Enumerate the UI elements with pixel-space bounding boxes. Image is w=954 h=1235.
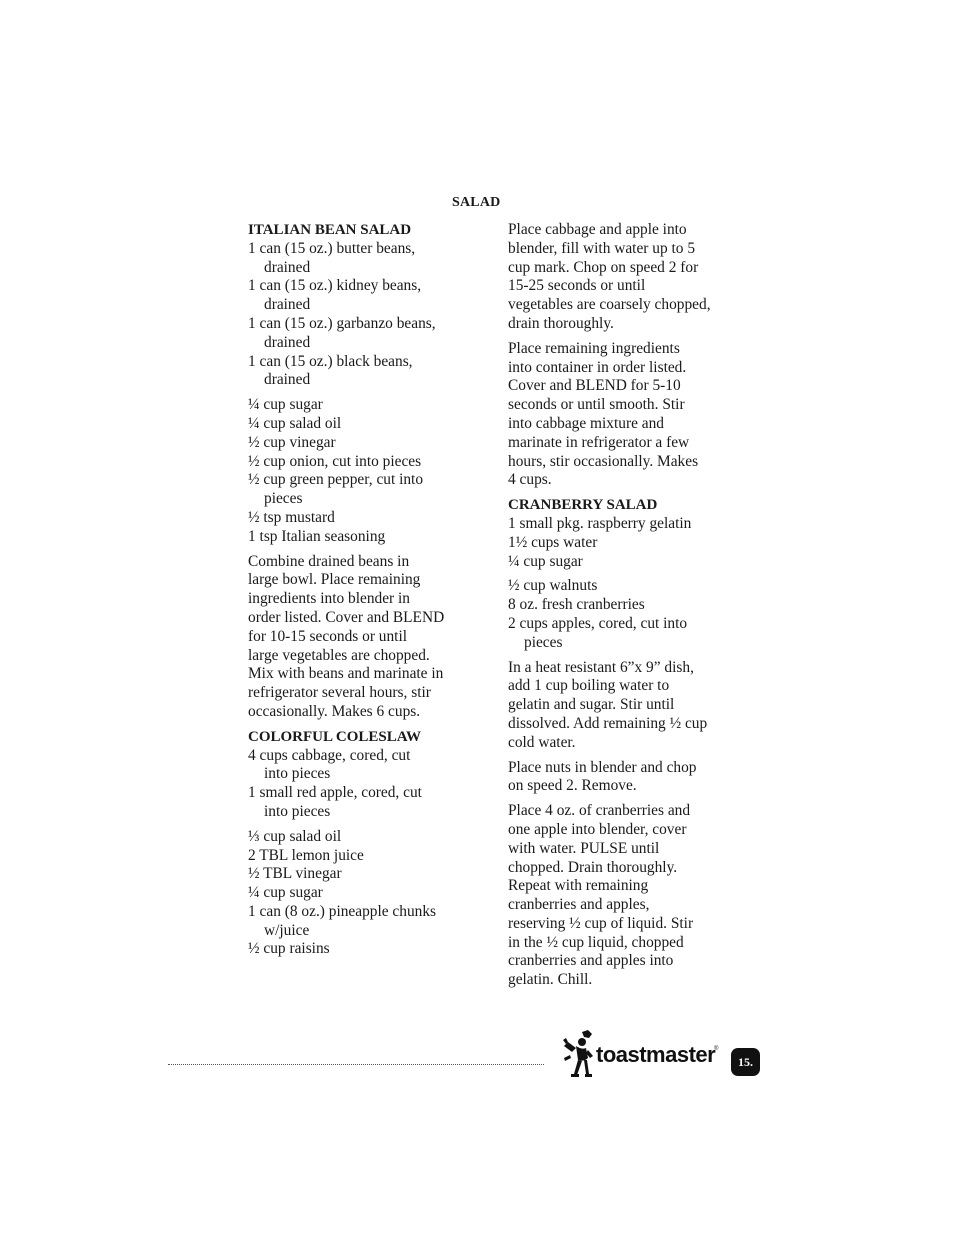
brand-wordmark: toastmaster [596,1042,716,1067]
ingredient: 1 tsp Italian seasoning [248,527,386,545]
direction-line: drain thoroughly. [508,314,614,332]
direction-line: dissolved. Add remaining ½ cup [508,714,708,732]
direction-line: gelatin and sugar. Stir until [508,696,675,714]
coleslaw-directions-2 [508,340,734,490]
direction-line: Repeat with remaining [508,877,649,895]
direction-line: with water. PULSE until [508,839,660,857]
ingredient: ½ cup walnuts [508,577,598,595]
cranberry-directions-3 [508,802,734,990]
direction-line: Combine drained beans in [248,552,410,570]
ingredient: 1 can (15 oz.) garbanzo beans, [248,314,436,332]
direction-line: ingredients into blender in [248,590,410,608]
direction-line: add 1 cup boiling water to [508,677,670,695]
direction-line: cranberries and apples, [508,896,650,914]
coleslaw-directions-1 [508,221,734,334]
direction-line: gelatin. Chill. [508,971,593,989]
direction-line: in the ½ cup liquid, chopped [508,933,684,951]
chef-figure-icon [562,1028,596,1082]
ingredient: ¼ cup sugar [508,552,583,570]
ingredient: 1 can (8 oz.) pineapple chunks [248,902,437,920]
direction-line: one apple into blender, cover [508,820,687,838]
ingredient: ¼ cup sugar [248,884,323,902]
ingredient: 1 small red apple, cored, cut [248,784,422,802]
italian-bean-salad-ingredients-b [248,396,478,546]
direction-line: Place remaining ingredients [508,339,680,357]
ingredient: ⅓ cup salad oil [248,827,342,845]
ingredient: ½ cup green pepper, cut into [248,471,424,489]
coleslaw-ingredients-b [248,828,478,960]
italian-bean-salad-directions [248,553,478,722]
cranberry-directions-1 [508,659,734,753]
direction-line: order listed. Cover and BLEND [248,608,445,626]
direction-line: chopped. Drain thoroughly. [508,858,678,876]
left-column [248,221,478,959]
right-column [508,221,734,996]
direction-line: for 10-15 seconds or until [248,627,408,645]
direction-line: cold water. [508,733,576,751]
direction-line: In a heat resistant 6”x 9” dish, [508,658,694,676]
cranberry-ingredients-b [508,577,734,652]
italian-bean-salad-title: ITALIAN BEAN SALAD [248,222,412,238]
ingredient: ¼ cup sugar [248,396,323,414]
direction-line: reserving ½ cup of liquid. Stir [508,914,694,932]
ingredient: 1 can (15 oz.) black beans, [248,352,413,370]
direction-line: occasionally. Makes 6 cups. [248,702,421,720]
ingredient: ½ cup vinegar [248,433,336,451]
ingredient-continuation: into pieces [264,802,331,820]
ingredient-continuation: w/juice [264,921,310,939]
ingredient: 8 oz. fresh cranberries [508,596,645,614]
ingredient: 4 cups cabbage, cored, cut [248,746,411,764]
brand-logo [562,1028,732,1082]
ingredient: ½ TBL vinegar [248,865,342,883]
ingredient-continuation: drained [264,371,311,389]
direction-line: Place cabbage and apple into [508,221,687,238]
direction-line: large bowl. Place remaining [248,571,421,589]
direction-line: 15-25 seconds or until [508,277,646,295]
direction-line: into container in order listed. [508,358,687,376]
ingredient: 1 can (15 oz.) kidney beans, [248,277,422,295]
footer-dotted-rule [168,1064,544,1065]
direction-line: blender, fill with water up to 5 [508,239,696,257]
colorful-coleslaw-title: COLORFUL COLESLAW [248,728,421,745]
direction-line: large vegetables are chopped. [248,646,430,664]
direction-line: refrigerator several hours, stir [248,684,431,702]
section-title: SALAD [452,195,501,210]
direction-line: 4 cups. [508,471,552,489]
cranberry-directions-2 [508,759,734,797]
cranberry-salad-title: CRANBERRY SALAD [508,497,658,514]
direction-line: Mix with beans and marinate in [248,665,444,683]
ingredient-continuation: pieces [264,490,303,508]
ingredient: 2 TBL lemon juice [248,846,364,864]
ingredient-continuation: pieces [524,633,563,651]
ingredient: ½ tsp mustard [248,508,335,526]
direction-line: Place 4 oz. of cranberries and [508,802,691,820]
registered-mark: ® [714,1046,719,1052]
direction-line: vegetables are coarsely chopped, [508,296,711,314]
direction-line: seconds or until smooth. Stir [508,396,685,414]
ingredient: ½ cup onion, cut into pieces [248,452,422,470]
direction-line: on speed 2. Remove. [508,777,637,795]
direction-line: cup mark. Chop on speed 2 for [508,258,699,276]
direction-line: cranberries and apples into [508,952,674,970]
ingredient: 1 small pkg. raspberry gelatin [508,514,692,532]
italian-bean-salad-ingredients-a [248,240,478,390]
ingredient: ¼ cup salad oil [248,414,342,432]
ingredient-continuation: drained [264,296,311,314]
ingredient-continuation: drained [264,258,311,276]
page-number-badge: 15. [731,1048,760,1076]
direction-line: hours, stir occasionally. Makes [508,452,699,470]
direction-line: Cover and BLEND for 5-10 [508,377,681,395]
ingredient-continuation: into pieces [264,765,331,783]
ingredient: 1 can (15 oz.) butter beans, [248,239,416,257]
ingredient: 2 cups apples, cored, cut into [508,614,688,632]
direction-line: into cabbage mixture and [508,414,664,432]
ingredient: 1½ cups water [508,533,598,551]
cranberry-ingredients-a [508,515,734,571]
ingredient: ½ cup raisins [248,940,330,958]
coleslaw-ingredients-a [248,747,478,822]
ingredient-continuation: drained [264,333,311,351]
direction-line: Place nuts in blender and chop [508,758,697,776]
direction-line: marinate in refrigerator a few [508,433,690,451]
